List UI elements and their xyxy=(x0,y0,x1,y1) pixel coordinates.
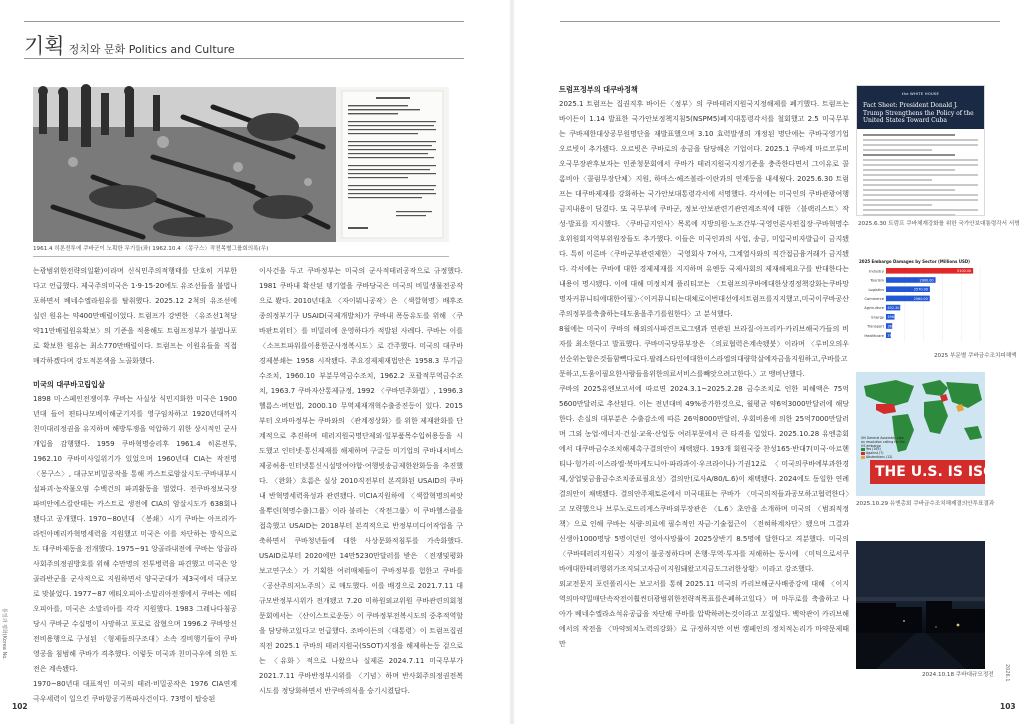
banner-text: THE U.S. IS ISOLA xyxy=(875,464,1015,480)
night-caption: 2024.10.18 쿠바대규모정전 xyxy=(922,672,994,678)
chart-category-label: Industry xyxy=(869,269,884,274)
chart-category-label: Energy xyxy=(871,315,884,320)
mongoose-document-photo xyxy=(336,87,449,242)
chart-category-label: Tourism xyxy=(870,278,884,283)
chart-value-label: 288.00 xyxy=(887,333,900,338)
page-number-left: 102 xyxy=(12,702,28,711)
map-legend-title: UN General Assembly vote on resolution calling for the US embargo xyxy=(861,436,905,448)
chart-value-label: 832.30 xyxy=(887,306,900,310)
captured-weapons-illustration xyxy=(33,87,336,242)
factsheet-banner xyxy=(857,86,984,129)
section-title-main: 기획 xyxy=(24,34,65,58)
blackout-night-photo xyxy=(856,541,985,669)
paragraph: 는광범위한전략의일환)이라며 신식민주의적행태를 단호히 거부한다고 언급했다. 제국주의미국은 1·9·15·20에도 유조선들을 불법나포하면서 베네수엘라원유를 탈취했다. 2025.12 2척의 유조선에 실린 원유는 약400만배럴이었다. 트럼프가 강변한 〈유조선1척당약11만배럴원유확보〉의 기준을 적용해도 트럼프정부가 불법나포로 확보한 원유는 최소770만배럴이다. 트럼프는 이원유들을 직접 매각하겠다며 강도적본색을 노골화했다. xyxy=(33,267,237,365)
top-rule xyxy=(560,21,1000,22)
chart-value-label: 2570.00 xyxy=(913,287,928,292)
legend-item-against: Against (7) xyxy=(861,451,884,455)
chart-value-label: 2560.00 xyxy=(913,296,928,301)
chart-value-label: 496.00 xyxy=(887,315,900,320)
section-title-sub: 정치와 문화 Politics and Culture xyxy=(68,43,235,56)
embargo-damage-chart xyxy=(856,256,985,348)
factsheet-screenshot xyxy=(856,85,985,216)
chart-category-label: Commerce xyxy=(864,297,884,301)
map-caption: 2025.10.29 유엔총회 쿠바금수조치해제결의안투표결과 xyxy=(856,501,995,507)
legend-item-abstain: Abstentions (12) xyxy=(861,455,892,459)
chart-category-label: Logistics xyxy=(868,287,884,292)
chart-category-label: Transport xyxy=(867,324,884,329)
captured-weapons-photo xyxy=(33,87,336,242)
paragraph: 1898 미·스페인전쟁이후 쿠바는 사실상 식민지화한 미국은 1900년대 들어 편타나모베이해군기지를 영구임차하고 1920년대까지 친미대리정권을 유지하며 해방투쟁을 억압하기 위한 상시적인 군사개입을 감행했다. 1959 쿠바혁명승리후 1961.4 히론전투, 1962.10 쿠바미사일위기가 있었으며 1960년대 CIA는 작전명〈몽구스〉, 대규모비밀공작을 통해 카스트로암살시도·쿠바내부시설파괴·농작물오염 수백건의 파괴활동을 벌였다. 전쿠바정보국장 파비안에스칼란테는 카스트로 생전에 CIA의 암살시도가 638회나 됐다고 공개했다. 1970~80년대 〈봉쇄〉시기 쿠바는 아프리카·라틴아메리카혁명세력을 지원했고 미국은 이를 차단하는 방식으로도 대쿠바제동을 전개했다. 1975~91 앙골라내전에 쿠바는 앙골라사회주의정권방호를 위해 수만명의 전투병력을 파견했고 미국은 앙골라반군을 군사적으로 지원하면서 양국군대가 제3국에서 대규모로 맞붙었다. 1977~87 에티오피아·소말리아전쟁에서 쿠바는 에티오피아를, 미국은 소말리아를 각각 지원했다. 1983 그레나다침공당시 쿠바군 수십명이 사망하고 포로로 잡혔으며 1996.2 쿠바망신전비용행으로 구성된 〈형제들의구조대〉소속 경비행기들이 쿠바영공을 침범해 쿠바가 격추했다. 이렇듯 미국과 친미극우에 의한 도전은 계속됐다. xyxy=(33,395,237,673)
chart-value-label: 2900.00 xyxy=(919,278,934,283)
legend-item-yes: Yes (165) xyxy=(861,447,881,451)
un-vote-map xyxy=(856,372,1015,496)
document-page-illustration xyxy=(336,87,449,242)
top-rule xyxy=(24,21,464,22)
header-rule xyxy=(24,58,464,59)
issue-tag: 2026.1 xyxy=(1004,664,1010,682)
chart-value-label: 365.00 xyxy=(887,324,900,329)
paragraph: 1970~80년대 대표적인 미국의 테러·비밀공작은 1976 CIA연계 극우세력이 일으킨 쿠바항공기폭파사건이다. 73명이 탑승된 xyxy=(33,680,237,703)
white-house-label: the WHITE HOUSE xyxy=(901,92,940,96)
factsheet-title: Fact Sheet: President Donald J. Trump Strengthens the Policy of the United States Toward Cuba xyxy=(863,102,974,124)
chart-category-label: Agriculture xyxy=(864,306,884,311)
chart-title: 2025 Embargo Damages by Sector (Millions USD) xyxy=(859,259,970,264)
bar-chart-svg xyxy=(856,256,985,348)
journal-side-label: 통일과 평화(Korea No. xyxy=(1,608,7,660)
subsection-title: 미국의 대쿠바고립입살 xyxy=(33,380,105,389)
chart-value-label: 5100.00 xyxy=(957,269,972,274)
paragraph: 2025.1 트럼프는 집권직후 바이든〈정부〉의 쿠바테러지원국지정해제를 폐기했다. 트럼프는 바이든이 1.14 발표한 국가안보정책지침5(NSPM5)폐지대통령각서를 철회했고 2.5 미국무부는 쿠바제한대상공무원명단을 재발표했으며 3.10 효력발생의 개정된 명단에는 쿠바국영기업 오르빗이 추가됐다. 오르빗은 쿠바로의 송금을 담당해온 기업이다. 2025.1 쿠바계 마르코루비오국무장관후보자는 인준청문회에서 쿠바가 테러지원국지정기준을 충족한다면서 그이유로 콜롬비아〈콜럼무장단체〉지원, 하마스·헤즈볼라·이란과의 연계등을 내세웠다. 2025.6.30 트럼프는 대쿠바제재를 강화하는 국가안보대통령각서에 서명했다. 각서에는 미국인의 쿠바관광여행금지내용이 담겼다. 또 국무부에 쿠바군, 정보·안보관련기관연계조직에 대한 〈블랙리스트〉작성·발표를 지시했다. 〈쿠바금지인사〉목록에 지방의원·노조간부·국영언론사편집장·쿠바혁명수호위원회지역부위원장들도 추가했다. 이들은 미국인과의 사업, 송금, 미입국비자발급이 금지됐다. 특히 이른바〈쿠바군부관련제한〉 국영회사 7여사, 그계열사와의 직간접금융거래가 금지됐다. 각서에는 쿠바에 대한 경제제재를 지지하며 유엔등 국제사회의 제재해제요구를 반대한다는 내용이 명시됐다. 이에 대해 미정치계 플리티코는 〈트럼프의쿠바에대한상경정책강화는쿠바망명자커뮤니티에대한어필〉·〈이커뮤니티는대체로이번대선에서트럼프를지지했고,미국이쿠바공산주의정부를축출하는데도움을주기를원한다〉고 분석했다. 8월에는 미국이 쿠바의 해외의사파견프로그램과 연관된 브라질·아프리카·카리브해국가들의 비자를 최소한다고 발표했다. 쿠바미국당뮤부장은 〈의료협력은계속됐붓〉이라며 〈루비오의우선순위는합은것들함빽다로다.팔레스타인에대한이스라엘의대량학살에자금을지원하고,쿠바를고문하고,도움이필요한사람들을위한의료서비스를빼앗으려고한다.〉고 맹비난했다. 쿠바의 2025유엔보고서에 따르면 2024.3.1~2025.2.28 금수조치로 인한 피해액은 75억5600만달러로 추산된다. 이는 전년대비 49%증가한것으로, 월평균 약6억3000만달러에 해당한다. 손실의 대부분은 수출감소에 따른 26억8000만달러, 우회비용에 의한 25억7000만달러며 그외 농업·에너지·건설·교육·산업등 여러부문에서 큰 타격을 입었다. 2025.10.28 유엔총회에서 대쿠바금수조치해제촉구결의안이 채택됐다. 193개 회원국중 찬성165·반대7(미국·아르헨티나·헝가리·이스라엘·북마케도니아·파라과이·우크라이나)·기권12로 〈미국의쿠바에부과한경제,상업및금융금수조치종료필요성〉결의안(로사A/80/L.6)이 채택됐다. 2024에도 동일한 연례결의안이 채택됐다. 결의안주제토론에서 미국대표는 쿠바가 〈미국의적들과공모하고협력한다〉고 모략했으나 브루노로드리게스쿠바외무장관은 〈L.6〉초안을 소개하며 미국의 〈범죄적정책〉으로 인해 쿠바는 식량·의료에 필수적인 자금·기술접근이 〈전혀하계차단〉됐으며 그결과 신생아1000명당 5명이던인 영아사망률이 2025상반기 8.5명에 달한다고 격분했다. 미국의 〈쿠바테러리지원국〉지정이 불공정하다며 은행·무역·투자를 저해하는 동시에 〈미덕으로서쿠바에대한테러행위가조직되고자금이지원돼왔고지금도그러한상황〉이라고 강조했다. 외교전문지 포린폴리시는 보고서를 통해 2025.11 미국의 카리브해군사배증강에 대해 〈이지역의마약밀매단속작전이훨씬더광범위한전략적목표를은폐하고있다〉며 마두로를 축출하고 나아가 베네수엘라쇼석유공급을 차단해 쿠바를 압박하려는것이라고 꼬집었다. 백악관이 카리브해에서의 작전을 〈마약퇴치노력의강화〉로 규정하지만 이번 캠페인의 정치적논리가 마약문제때만 xyxy=(559,100,849,648)
page-number-right: 103 xyxy=(1000,702,1016,711)
isolation-banner xyxy=(870,460,1015,484)
chart-caption: 2025 부문별 쿠바금수조치피해액 xyxy=(934,353,1017,359)
left-photo-caption: 1961.4 히론전투에 쿠바군이 노획한 무기들(좌) 1962.10.4 〈몽구스〉작전목별그룹회의록(우) xyxy=(33,246,449,257)
factsheet-caption: 2025.6.30 트럼프 쿠바체재강화를 위한 국가안보대통령각서 서명 xyxy=(858,221,1020,227)
subsection-title: 트럼프정부의 대쿠바정책 xyxy=(559,85,638,94)
chart-category-label: Healthcare xyxy=(864,333,884,338)
section-header xyxy=(24,30,235,60)
left-column-1 xyxy=(33,264,237,707)
night-street-illustration xyxy=(856,541,985,669)
paragraph: 이사건을 두고 쿠바정부는 미국의 군사적테러공작으로 규정했다. 1981 쿠바내 확산된 뎅기열을 쿠바당국은 미국의 비밀생물전공작으로 봤다. 2010년대초 〈자이붜니공작〉은 〈색깔혁명〉배후조종의정부기구 USAID(국제개발처)가 쿠바내 폭동유도를 위해 〈쿠바판트위터〉를 비밀리에 운영하다가 적발된 사례다. 쿠바는 이를 〈소프트파워를이용한군사정복시도〉로 간주했다. 미국의 대쿠바경제봉쇄는 1958 시작됐다. 주요경제제재법안은 1958.3 무기금수조치, 1960.10 부분무역금수조치, 1962.2 포괄적무역금수조치, 1963.7 쿠바자산통제규정, 1992 〈쿠바민주화법〉, 1996.3 헬름스·버턴법, 2000.10 무역제재개혁수출증진등이 있다. 2015부터 오바마정부는 쿠바와의 〈관계정상화〉를 위한 제재완화를 단계적으로 추진하며 테러지원국명단제외·일부품목수입허용등을 시도했고 인터넷·통신제재를 해제하며 구글등 미기업의 쿠바내서비스제공허용·인터넷통신시설망여야합·여행빗송금제한완화등을 추진했다. 〈완화〉흐름은 실상 2010직전부터 본격화된 USAID의 쿠바내 반혁명세력육성과 관련됐다. 미CIA지원하에 〈색깔혁명의씨앗을뿌린(혁명수출)그룹〉이라 불리는 〈작전그룹〉이 쿠바헬스클을 접촉했고 USAID는 2018부터 본격적으로 반정부미디어작업을 구축하면서 쿠바청년들에 대한 사상문화적침투를 가속화했다. USAID로부터 2020에만 14만5230만달러를 받은 〈전쟁및평화보고연구소〉가 기획한 여러매체들이 쿠바정부를 험한고 쿠바를 〈공산주의저노주의〉로 매도했다. 이를 배경으로 2021.7.11 대규모반정부시위가 전개됐고 7.20 미하원외교위원 쿠바관련의회청문회에서는 〈산이스트로운동〉이 쿠바정부전복시도의 중추적역할을 담당하고있다고 언급했다. 조바이든의〈대통령〉이 트럼프집권직전 2025.1 쿠바의 테러지원국(SSOT)지정을 해제하는등 겉으로는 〈유화〉적으로 나왔으나 실제론 2024.7.11 미국무부가 2021.7.11 쿠바반정부시위를 〈기념〉하며 반사회주의정권전복시도를 정당화하면서 반쿠바의식을 승기시켰답다. xyxy=(259,267,463,695)
factsheet-body-lines xyxy=(857,129,984,224)
right-column xyxy=(559,82,849,652)
left-column-2 xyxy=(259,264,463,699)
